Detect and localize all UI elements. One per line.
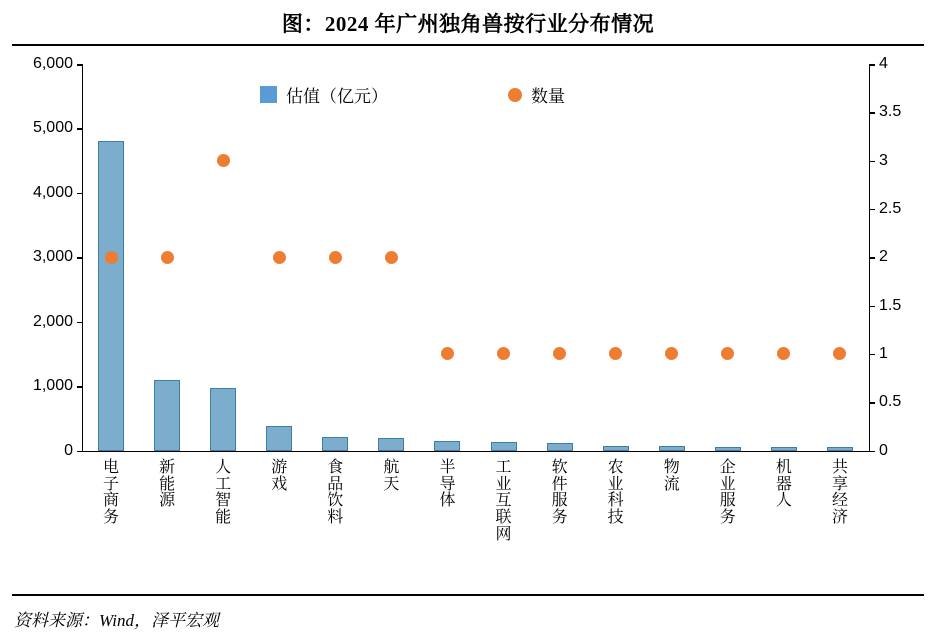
y-tick-label-right: 4 bbox=[879, 55, 888, 72]
data-point-marker bbox=[385, 251, 398, 264]
data-point-marker bbox=[217, 154, 230, 167]
source-note: 资料来源：Wind，泽平宏观 bbox=[14, 611, 219, 630]
bar bbox=[491, 442, 517, 451]
y-tick-left bbox=[77, 322, 83, 324]
bar bbox=[603, 446, 629, 451]
y-tick-left bbox=[77, 257, 83, 259]
y-tick-left bbox=[77, 128, 83, 130]
x-tick-label: 人工智能 bbox=[215, 459, 232, 526]
chart-column bbox=[700, 64, 756, 526]
x-tick-label: 半导体 bbox=[439, 459, 456, 510]
data-point-marker bbox=[329, 251, 342, 264]
y-tick-label-right: 1.5 bbox=[879, 296, 902, 314]
y-tick-label-left: 6,000 bbox=[32, 55, 73, 72]
x-tick-label: 航天 bbox=[383, 459, 400, 493]
y-tick-left bbox=[77, 64, 83, 66]
y-tick-right bbox=[869, 402, 875, 404]
chart-column bbox=[532, 64, 588, 526]
chart-column bbox=[476, 64, 532, 543]
chart-column bbox=[251, 64, 307, 493]
chart-column bbox=[195, 64, 251, 526]
x-tick-label: 电子商务 bbox=[103, 459, 120, 526]
data-point-marker bbox=[497, 347, 510, 360]
page-title: 图：2024 年广州独角兽按行业分布情况 bbox=[281, 12, 655, 36]
y-tick-right bbox=[869, 306, 875, 308]
y-tick-right bbox=[869, 451, 875, 453]
chart-column bbox=[83, 64, 139, 526]
y-tick-right bbox=[869, 64, 875, 66]
chart-column bbox=[363, 64, 419, 493]
y-tick-label-left: 3,000 bbox=[32, 248, 73, 266]
data-point-marker bbox=[553, 347, 566, 360]
x-tick-label: 食品饮料 bbox=[327, 459, 344, 526]
legend-label-valuation: 估值（亿元） bbox=[286, 87, 388, 106]
data-point-marker bbox=[833, 347, 846, 360]
data-point-marker bbox=[161, 251, 174, 264]
chart-column bbox=[588, 64, 644, 526]
y-tick-label-left: 2,000 bbox=[32, 312, 73, 330]
bar bbox=[715, 447, 741, 452]
y-tick-label-right: 2.5 bbox=[879, 199, 902, 217]
y-tick-left bbox=[77, 193, 83, 195]
data-point-marker bbox=[777, 347, 790, 360]
bar bbox=[771, 447, 797, 451]
chart-column bbox=[419, 64, 475, 510]
y-tick-label-right: 0.5 bbox=[879, 393, 902, 411]
x-tick-label: 工业互联网 bbox=[495, 459, 512, 543]
bar bbox=[322, 437, 348, 451]
x-tick-label: 共享经济 bbox=[831, 459, 848, 526]
data-point-marker bbox=[441, 347, 454, 360]
y-tick-label-left: 1,000 bbox=[32, 377, 73, 395]
bar bbox=[98, 141, 124, 451]
chart-column bbox=[756, 64, 812, 510]
y-tick-label-left: 4,000 bbox=[32, 183, 73, 201]
plot-area bbox=[32, 55, 902, 543]
y-tick-label-left: 5,000 bbox=[32, 119, 73, 137]
y-tick-right bbox=[869, 209, 875, 211]
data-point-marker bbox=[609, 347, 622, 360]
divider-top bbox=[12, 44, 924, 46]
data-point-marker bbox=[721, 347, 734, 360]
x-tick-label: 软件服务 bbox=[551, 459, 568, 526]
bar bbox=[547, 443, 573, 451]
chart-column bbox=[307, 64, 363, 526]
y-tick-right bbox=[869, 161, 875, 163]
x-tick-label: 游戏 bbox=[271, 459, 288, 493]
x-tick-label: 物流 bbox=[663, 459, 680, 493]
bar bbox=[827, 447, 853, 451]
data-point-marker bbox=[665, 347, 678, 360]
divider-bottom bbox=[12, 594, 924, 596]
y-tick-right bbox=[869, 354, 875, 356]
y-tick-left bbox=[77, 386, 83, 388]
y-tick-label-right: 2 bbox=[879, 248, 888, 266]
legend-label-count: 数量 bbox=[531, 87, 565, 106]
data-point-marker bbox=[105, 251, 118, 264]
y-tick-label-right: 1 bbox=[879, 344, 888, 362]
bar bbox=[434, 441, 460, 451]
x-tick-label: 企业服务 bbox=[719, 459, 736, 526]
x-tick-label: 新能源 bbox=[159, 459, 176, 510]
y-tick-right bbox=[869, 257, 875, 259]
y-tick-left bbox=[77, 451, 83, 453]
chart-column bbox=[139, 64, 195, 510]
y-tick-label-right: 0 bbox=[879, 441, 888, 459]
bar bbox=[210, 388, 236, 451]
bar bbox=[659, 446, 685, 451]
y-tick-label-right: 3 bbox=[879, 151, 888, 169]
bar bbox=[266, 426, 292, 451]
y-tick-right bbox=[869, 112, 875, 114]
bar bbox=[378, 438, 404, 451]
y-tick-label-right: 3.5 bbox=[879, 103, 902, 121]
x-tick-label: 机器人 bbox=[775, 459, 792, 510]
y-tick-label-left: 0 bbox=[64, 441, 73, 459]
x-tick-label: 农业科技 bbox=[607, 459, 624, 526]
chart-column bbox=[644, 64, 700, 493]
data-point-marker bbox=[273, 251, 286, 264]
bar bbox=[154, 380, 180, 452]
data-series-container bbox=[83, 64, 869, 543]
chart-column bbox=[812, 64, 868, 526]
